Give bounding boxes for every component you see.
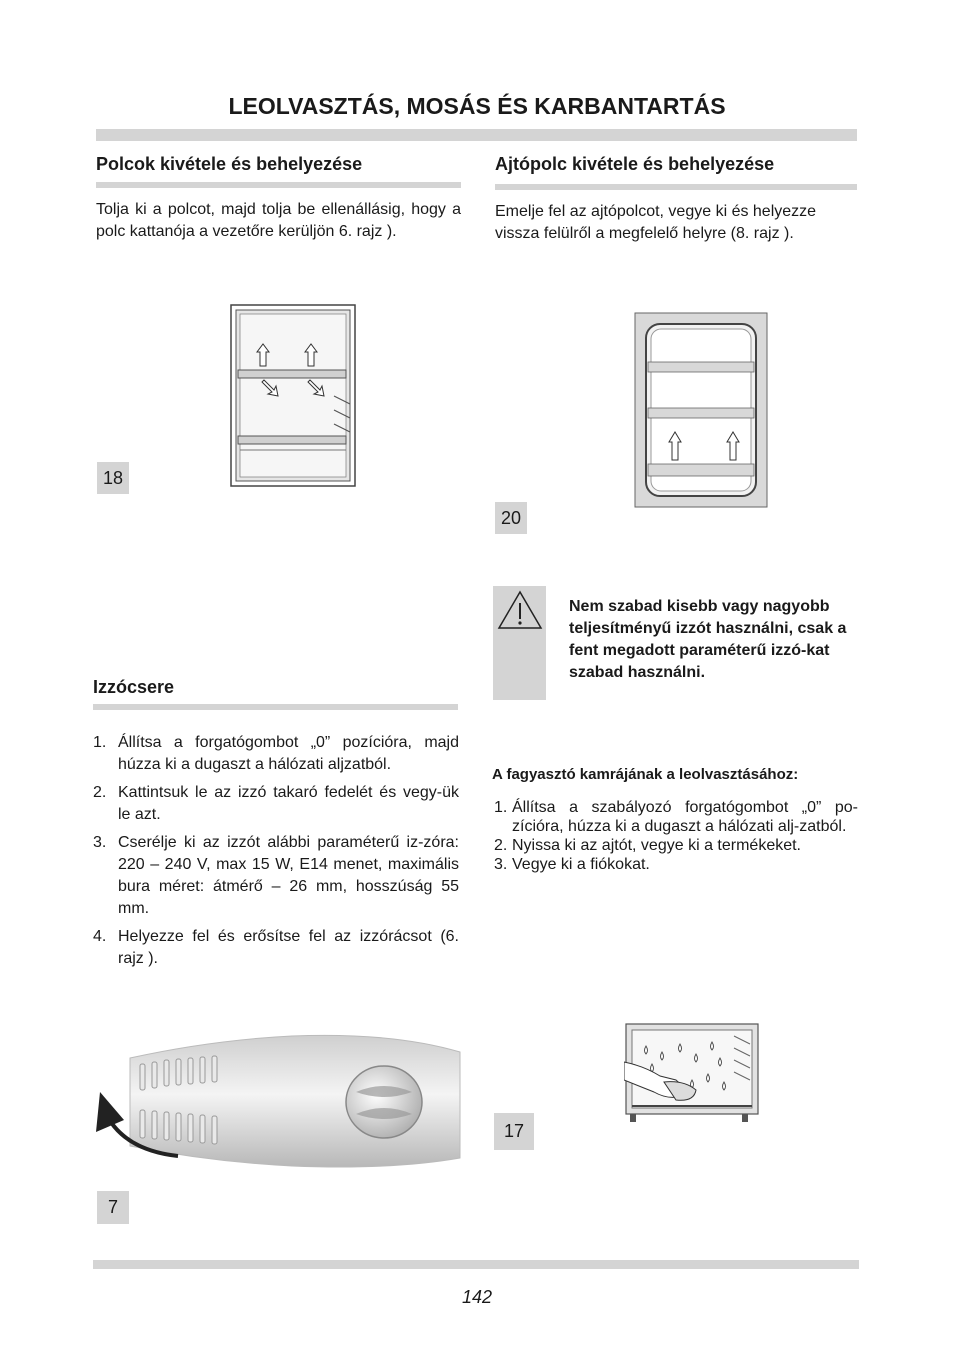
footer-divider [93, 1260, 859, 1269]
figure-18-label: 18 [97, 462, 129, 494]
warning-text: Nem szabad kisebb vagy nagyobb teljesítményű izzót használni, csak a fent megadott paraméterű izzó-kat szabad használni. [569, 598, 847, 681]
door-shelf-divider [495, 184, 857, 190]
fridge-shelves-illustration [230, 304, 356, 487]
shelves-text: Tolja ki a polcot, majd tolja be ellenállásig, hogy a polc kattanója a vezetőre kerüljön 6. rajz ). [96, 201, 461, 240]
list-item: 1. Állítsa a szabályozó forgatógombot „0” po-zícióra, húzza ki a dugaszt a hálózati alj-zatból. [494, 799, 858, 835]
page-number: 142 [461, 1287, 493, 1307]
list-item: 2. Kattintsuk le az izzó takaró fedelét és vegy-ük le azt. [93, 784, 459, 823]
figure-7-label: 7 [97, 1191, 129, 1224]
defrost-heading: A fagyasztó kamrájának a leolvasztásához: [492, 766, 799, 783]
defrost-steps-list [494, 798, 858, 874]
lamp-cover-illustration [92, 1030, 464, 1170]
shelves-heading: Polcok kivétele és behelyezése [96, 154, 363, 174]
freezer-defrost-illustration [624, 1022, 760, 1126]
list-item: 1. Állítsa a forgatógombot „0” pozícióra, majd húzza ki a dugaszt a hálózati aljzatból. [93, 734, 459, 773]
list-item: 3. Vegye ki a fiókokat. [494, 856, 650, 873]
title-divider [96, 129, 857, 141]
door-shelf-text: Emelje fel az ajtópolcot, vegye ki és helyezze vissza felülről a megfelelő helyre (8. rajz ). [495, 203, 817, 242]
bulb-steps-list [93, 732, 459, 976]
shelves-divider [96, 182, 461, 188]
figure-17-label: 17 [494, 1113, 534, 1150]
bulb-heading: Izzócsere [93, 677, 175, 697]
page-title: LEOLVASZTÁS, MOSÁS ÉS KARBANTARTÁS [228, 93, 726, 119]
figure-20-label: 20 [495, 502, 527, 534]
door-shelf-heading: Ajtópolc kivétele és behelyezése [495, 154, 775, 174]
door-shelves-illustration [634, 312, 768, 508]
warning-triangle-icon [496, 589, 544, 631]
list-item: 3. Cserélje ki az izzót alábbi paraméterű iz-zóra: 220 – 240 V, max 15 W, E14 menet, maximális bura méret: átmérő – 26 mm, hosszúság 55 mm. [93, 834, 459, 917]
list-item: 4. Helyezze fel és erősítse fel az izzórácsot (6. rajz ). [93, 928, 459, 967]
bulb-divider [93, 704, 458, 710]
list-item: 2. Nyissa ki az ajtót, vegye ki a termékeket. [494, 837, 801, 854]
